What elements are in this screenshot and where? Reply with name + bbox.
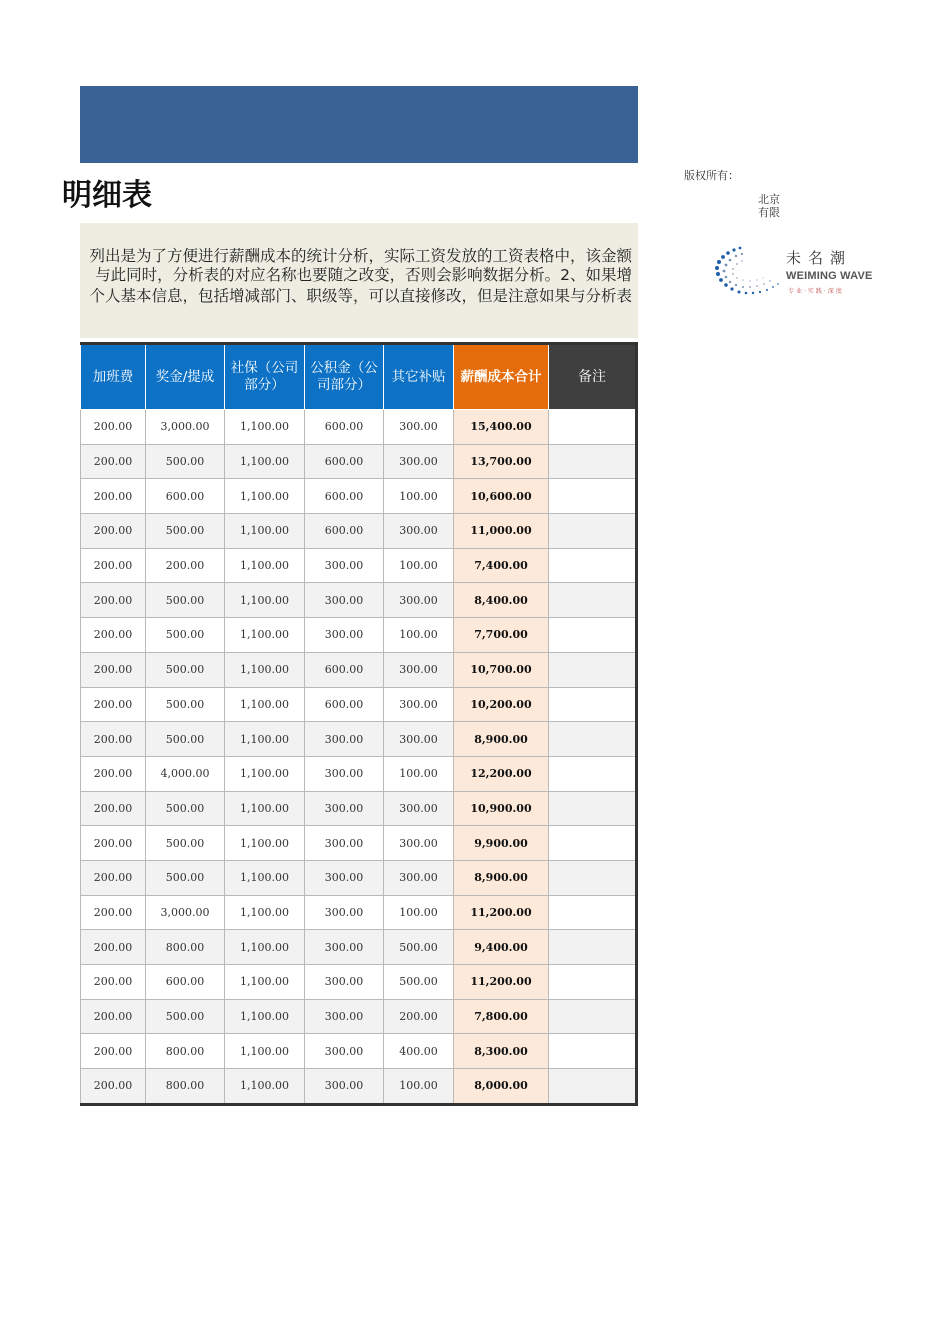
cell-housing-fund[interactable]: 300.00 [305,548,384,583]
table-row [81,722,637,757]
cell-total-cost[interactable]: 12,200.00 [454,756,549,791]
cell-bonus[interactable]: 500.00 [146,722,225,757]
cell-overtime[interactable]: 200.00 [81,860,146,895]
notes-box [80,223,638,338]
cell-social-security[interactable]: 1,100.00 [225,722,305,757]
table-row [81,999,637,1034]
cell-total-cost[interactable]: 8,900.00 [454,722,549,757]
cell-social-security[interactable]: 1,100.00 [225,860,305,895]
cell-bonus[interactable]: 800.00 [146,1069,225,1105]
cell-overtime[interactable]: 200.00 [81,583,146,618]
cell-remark[interactable] [549,479,637,514]
cell-social-security[interactable]: 1,100.00 [225,756,305,791]
cell-bonus[interactable]: 4,000.00 [146,756,225,791]
header-total-cost[interactable]: 薪酬成本合计 [454,344,549,410]
header-other-allowance[interactable]: 其它补贴 [384,344,454,410]
cell-bonus[interactable]: 500.00 [146,444,225,479]
cell-overtime[interactable]: 200.00 [81,791,146,826]
cell-total-cost[interactable]: 10,600.00 [454,479,549,514]
cell-bonus[interactable]: 500.00 [146,860,225,895]
cell-social-security[interactable]: 1,100.00 [225,514,305,549]
table-row [81,687,637,722]
title-banner [80,86,638,163]
logo-tagline: 专业·实践·深度 [788,288,844,295]
cell-total-cost[interactable]: 7,400.00 [454,548,549,583]
cell-housing-fund[interactable]: 300.00 [305,826,384,861]
cell-total-cost[interactable]: 8,300.00 [454,1034,549,1069]
cell-housing-fund[interactable]: 600.00 [305,479,384,514]
cell-bonus[interactable]: 500.00 [146,687,225,722]
cell-housing-fund[interactable]: 300.00 [305,895,384,930]
cell-housing-fund[interactable]: 300.00 [305,860,384,895]
cell-social-security[interactable]: 1,100.00 [225,826,305,861]
cell-remark[interactable] [549,1034,637,1069]
cell-social-security[interactable]: 1,100.00 [225,618,305,653]
cell-overtime[interactable]: 200.00 [81,444,146,479]
cell-total-cost[interactable]: 11,200.00 [454,965,549,1000]
cell-overtime[interactable]: 200.00 [81,826,146,861]
cell-total-cost[interactable]: 10,700.00 [454,652,549,687]
company-name [758,193,782,219]
cell-social-security[interactable]: 1,100.00 [225,479,305,514]
cell-remark[interactable] [549,791,637,826]
cell-social-security[interactable]: 1,100.00 [225,791,305,826]
note-line: 列出是为了方便进行薪酬成本的统计分析，实际工资发放的工资表格中，该金额 [89,247,632,265]
header-social-security[interactable]: 社保（公司部分） [225,344,305,410]
table-row [81,410,637,445]
table-row [81,548,637,583]
table-row [81,1034,637,1069]
cell-remark[interactable] [549,583,637,618]
cell-overtime[interactable]: 200.00 [81,652,146,687]
cell-total-cost[interactable]: 8,000.00 [454,1069,549,1105]
cell-other-allowance[interactable]: 500.00 [384,930,454,965]
note-line: 与此同时，分析表的对应名称也要随之改变，否则会影响数据分析。2、如果增 [95,266,632,284]
page-title: 明细表 [62,178,152,213]
cell-other-allowance[interactable]: 300.00 [384,791,454,826]
table-row [81,930,637,965]
table-row [81,1069,637,1105]
cell-overtime[interactable]: 200.00 [81,618,146,653]
cell-housing-fund[interactable]: 600.00 [305,410,384,445]
cell-total-cost[interactable]: 7,700.00 [454,618,549,653]
table-row [81,652,637,687]
table-row [81,860,637,895]
table-header-row [81,344,637,410]
cell-bonus[interactable]: 3,000.00 [146,895,225,930]
cell-housing-fund[interactable]: 300.00 [305,1034,384,1069]
cell-other-allowance[interactable]: 300.00 [384,444,454,479]
cell-other-allowance[interactable]: 300.00 [384,722,454,757]
table-row [81,618,637,653]
cell-other-allowance[interactable]: 300.00 [384,410,454,445]
table-row [81,756,637,791]
cell-overtime[interactable]: 200.00 [81,479,146,514]
cell-remark[interactable] [549,965,637,1000]
cell-remark[interactable] [549,722,637,757]
cell-overtime[interactable]: 200.00 [81,756,146,791]
table-row [81,791,637,826]
cell-social-security[interactable]: 1,100.00 [225,1069,305,1105]
cell-social-security[interactable]: 1,100.00 [225,895,305,930]
cell-total-cost[interactable]: 7,800.00 [454,999,549,1034]
cell-overtime[interactable]: 200.00 [81,999,146,1034]
cell-overtime[interactable]: 200.00 [81,410,146,445]
cell-other-allowance[interactable]: 100.00 [384,1069,454,1105]
copyright-label: 版权所有： [684,169,739,182]
cell-total-cost[interactable]: 11,200.00 [454,895,549,930]
company-line: 北京 [758,193,780,206]
cell-other-allowance[interactable]: 300.00 [384,514,454,549]
cell-social-security[interactable]: 1,100.00 [225,652,305,687]
cell-total-cost[interactable]: 10,900.00 [454,791,549,826]
cell-housing-fund[interactable]: 300.00 [305,791,384,826]
cell-other-allowance[interactable]: 300.00 [384,860,454,895]
cell-housing-fund[interactable]: 600.00 [305,687,384,722]
cell-overtime[interactable]: 200.00 [81,1069,146,1105]
cell-total-cost[interactable]: 11,000.00 [454,514,549,549]
table-row [81,444,637,479]
table-row [81,479,637,514]
cell-remark[interactable] [549,410,637,445]
cell-other-allowance[interactable]: 300.00 [384,826,454,861]
cell-housing-fund[interactable]: 600.00 [305,444,384,479]
cell-remark[interactable] [549,687,637,722]
cell-other-allowance[interactable]: 100.00 [384,618,454,653]
cell-remark[interactable] [549,444,637,479]
cell-bonus[interactable]: 500.00 [146,791,225,826]
cell-remark[interactable] [549,652,637,687]
cell-social-security[interactable]: 1,100.00 [225,548,305,583]
cell-remark[interactable] [549,1069,637,1105]
cell-housing-fund[interactable]: 300.00 [305,965,384,1000]
cell-bonus[interactable]: 200.00 [146,548,225,583]
cell-remark[interactable] [549,514,637,549]
cell-bonus[interactable]: 500.00 [146,583,225,618]
cell-social-security[interactable]: 1,100.00 [225,410,305,445]
cell-other-allowance[interactable]: 100.00 [384,756,454,791]
cell-remark[interactable] [549,860,637,895]
company-line: 有限 [758,206,780,219]
cell-bonus[interactable]: 500.00 [146,826,225,861]
cell-social-security[interactable]: 1,100.00 [225,687,305,722]
cell-bonus[interactable]: 800.00 [146,930,225,965]
table-row [81,583,637,618]
cell-housing-fund[interactable]: 300.00 [305,722,384,757]
header-overtime[interactable]: 加班费 [81,344,146,410]
note-line: 个人基本信息，包括增减部门、职级等，可以直接修改，但是注意如果与分析表 [89,287,632,305]
cell-housing-fund[interactable]: 600.00 [305,514,384,549]
cell-total-cost[interactable]: 15,400.00 [454,410,549,445]
cell-total-cost[interactable]: 8,900.00 [454,860,549,895]
cell-other-allowance[interactable]: 300.00 [384,652,454,687]
cell-social-security[interactable]: 1,100.00 [225,583,305,618]
cell-total-cost[interactable]: 10,200.00 [454,687,549,722]
cell-total-cost[interactable]: 13,700.00 [454,444,549,479]
cell-other-allowance[interactable]: 300.00 [384,687,454,722]
table-row [81,826,637,861]
cell-remark[interactable] [549,999,637,1034]
cell-other-allowance[interactable]: 500.00 [384,965,454,1000]
table-row [81,514,637,549]
cell-social-security[interactable]: 1,100.00 [225,1034,305,1069]
salary-cost-table [80,342,638,1106]
cell-bonus[interactable]: 500.00 [146,999,225,1034]
cell-other-allowance[interactable]: 200.00 [384,999,454,1034]
header-housing-fund[interactable]: 公积金（公司部分） [305,344,384,410]
cell-overtime[interactable]: 200.00 [81,965,146,1000]
cell-bonus[interactable]: 3,000.00 [146,410,225,445]
cell-housing-fund[interactable]: 300.00 [305,583,384,618]
table-row [81,965,637,1000]
cell-social-security[interactable]: 1,100.00 [225,999,305,1034]
cell-overtime[interactable]: 200.00 [81,895,146,930]
cell-bonus[interactable]: 500.00 [146,618,225,653]
cell-social-security[interactable]: 1,100.00 [225,444,305,479]
cell-overtime[interactable]: 200.00 [81,1034,146,1069]
cell-remark[interactable] [549,930,637,965]
cell-housing-fund[interactable]: 300.00 [305,999,384,1034]
cell-social-security[interactable]: 1,100.00 [225,965,305,1000]
cell-bonus[interactable]: 600.00 [146,479,225,514]
cell-housing-fund[interactable]: 600.00 [305,652,384,687]
cell-remark[interactable] [549,756,637,791]
cell-overtime[interactable]: 200.00 [81,687,146,722]
cell-other-allowance[interactable]: 100.00 [384,479,454,514]
table-body [81,410,637,1105]
cell-bonus[interactable]: 500.00 [146,652,225,687]
cell-social-security[interactable]: 1,100.00 [225,930,305,965]
table-row [81,895,637,930]
cell-bonus[interactable]: 500.00 [146,514,225,549]
cell-bonus[interactable]: 600.00 [146,965,225,1000]
cell-total-cost[interactable]: 9,900.00 [454,826,549,861]
cell-total-cost[interactable]: 9,400.00 [454,930,549,965]
cell-overtime[interactable]: 200.00 [81,514,146,549]
cell-housing-fund[interactable]: 300.00 [305,756,384,791]
cell-other-allowance[interactable]: 100.00 [384,895,454,930]
cell-overtime[interactable]: 200.00 [81,930,146,965]
cell-housing-fund[interactable]: 300.00 [305,618,384,653]
header-bonus[interactable]: 奖金/提成 [146,344,225,410]
cell-overtime[interactable]: 200.00 [81,548,146,583]
header-remark[interactable]: 备注 [549,344,637,410]
cell-remark[interactable] [549,548,637,583]
cell-overtime[interactable]: 200.00 [81,722,146,757]
cell-remark[interactable] [549,895,637,930]
cell-housing-fund[interactable]: 300.00 [305,1069,384,1105]
cell-remark[interactable] [549,618,637,653]
cell-housing-fund[interactable]: 300.00 [305,930,384,965]
cell-total-cost[interactable]: 8,400.00 [454,583,549,618]
cell-other-allowance[interactable]: 100.00 [384,548,454,583]
logo-name-cn: 未名潮 [786,249,853,267]
logo-name-en: WEIMING WAVE [786,270,873,282]
cell-bonus[interactable]: 800.00 [146,1034,225,1069]
cell-other-allowance[interactable]: 400.00 [384,1034,454,1069]
cell-other-allowance[interactable]: 300.00 [384,583,454,618]
cell-remark[interactable] [549,826,637,861]
